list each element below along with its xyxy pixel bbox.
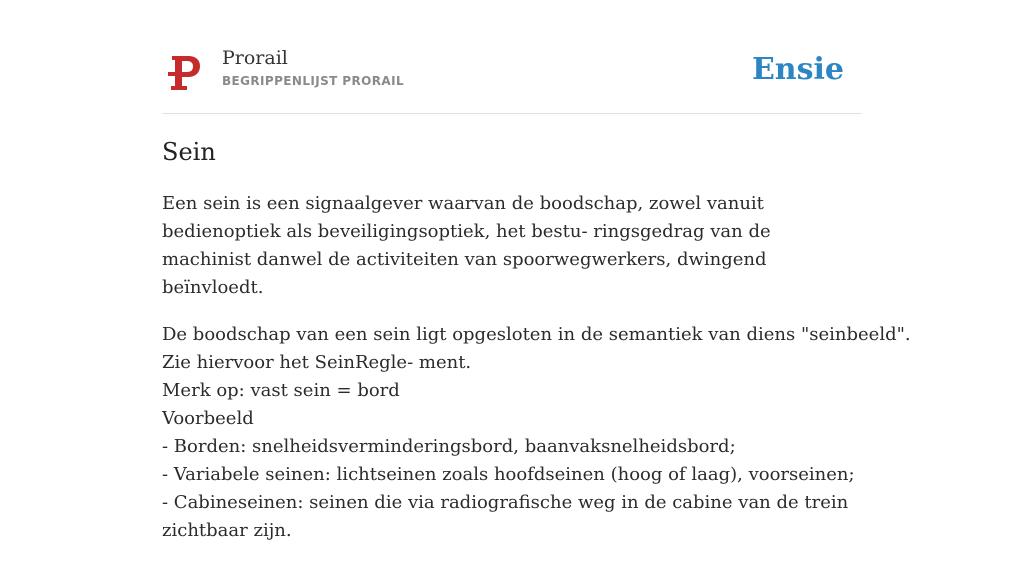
brand-name[interactable]: Prorail [222, 47, 288, 69]
term-title: Sein [162, 138, 216, 166]
example-item: - Variabele seinen: lichtseinen zoals hoofdseinen (hoog of laag), voorseinen; [162, 464, 855, 485]
definition-details [162, 321, 911, 545]
site-header [162, 40, 862, 114]
example-item: - Borden: snelheidsverminderingsbord, baanvaksnelheidsbord; [162, 436, 736, 457]
prorail-logo-icon[interactable] [168, 52, 202, 92]
definition-paragraph: Een sein is een signaalgever waarvan de boodschap, zowel vanuit bedienoptiek als beveiligingsoptiek, het bestu- ringsgedrag van de machinist danwel de activiteiten van spoorwegwerkers, dwingend beïnvloedt. [162, 193, 771, 298]
definition-line: De boodschap van een sein ligt opgesloten in de semantiek van diens "seinbeeld". [162, 324, 911, 345]
glossary-subtitle: BEGRIPPENLIJST PRORAIL [222, 74, 404, 88]
definition-body [162, 190, 911, 564]
example-heading: Voorbeeld [162, 408, 254, 429]
definition-line: Merk op: vast sein = bord [162, 380, 400, 401]
definition-line: Zie hiervoor het SeinRegle- ment. [162, 352, 472, 373]
ensie-logo[interactable]: Ensie [751, 52, 844, 87]
example-item: - Cabineseinen: seinen die via radiografische weg in de cabine van de trein zichtbaar zijn. [162, 492, 849, 541]
